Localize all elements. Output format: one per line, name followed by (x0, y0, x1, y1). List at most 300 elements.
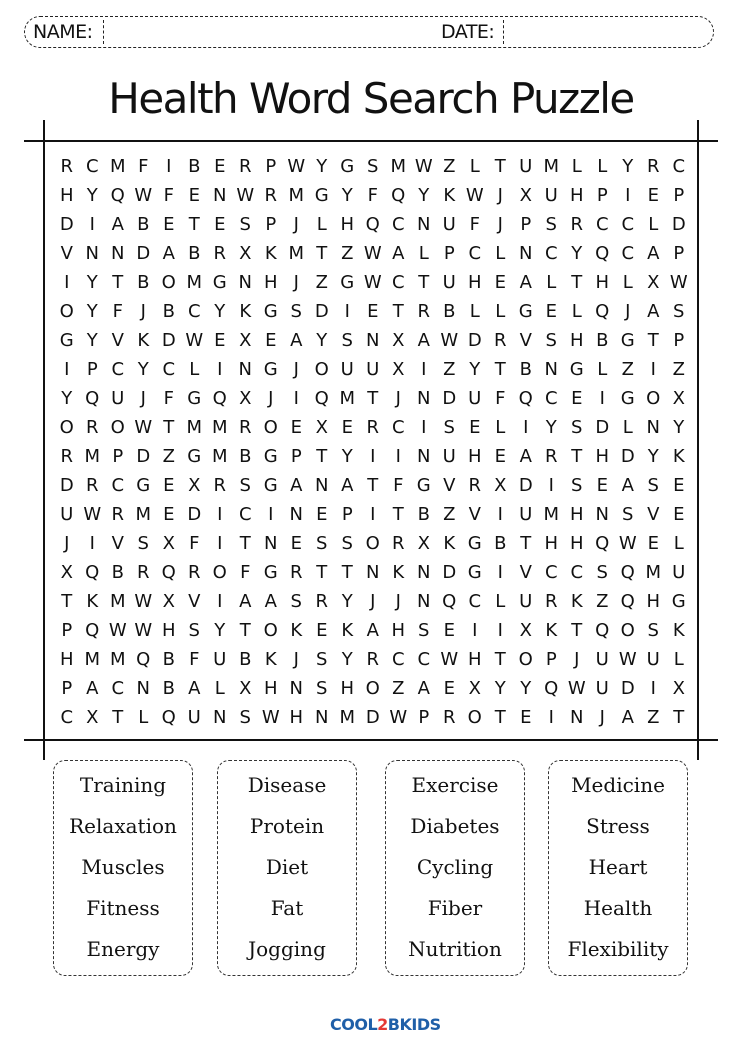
grid-letter: M (645, 562, 662, 583)
grid-letter: E (163, 504, 175, 525)
grid-letter: Y (61, 388, 73, 409)
grid-letter: S (316, 678, 328, 699)
grid-letter: K (443, 533, 456, 554)
grid-letter: S (596, 562, 608, 583)
grid-letter: J (625, 301, 631, 322)
grid-letter: T (494, 156, 506, 177)
grid-letter: W (440, 649, 459, 670)
grid-letter: N (417, 388, 431, 409)
grid-letter: T (367, 475, 379, 496)
grid-letter: A (519, 446, 532, 467)
grid-letter: S (647, 620, 659, 641)
word-item: Cycling (416, 854, 494, 879)
grid-letter: U (366, 359, 380, 380)
grid-letter: A (392, 243, 405, 264)
grid-letter: U (544, 185, 558, 206)
grid-letter: C (187, 301, 201, 322)
grid-letter: Q (85, 562, 100, 583)
word-item: Exercise (411, 773, 499, 798)
grid-letter: E (188, 185, 200, 206)
grid-letter: C (162, 359, 176, 380)
grid-letter: X (239, 678, 252, 699)
grid-letter: R (544, 446, 558, 467)
grid-letter: T (392, 301, 404, 322)
grid-letter: I (64, 359, 70, 380)
grid-letter: I (421, 359, 427, 380)
grid-letter: I (217, 591, 223, 612)
grid-letter: E (341, 417, 353, 438)
grid-letter: N (289, 678, 303, 699)
grid-letter: F (189, 533, 200, 554)
grid-letter: T (647, 330, 659, 351)
word-item: Energy (86, 936, 160, 961)
grid-letter: G (263, 301, 278, 322)
grid-letter: Y (469, 359, 481, 380)
grid-letter: J (497, 214, 503, 235)
grid-letter: Y (86, 330, 98, 351)
grid-letter: X (494, 475, 507, 496)
name-date-bar (24, 16, 714, 48)
grid-letter: C (468, 591, 482, 612)
grid-letter: L (214, 678, 225, 699)
grid-letter: L (495, 591, 506, 612)
logo-text-2: 2 (377, 1015, 388, 1034)
grid-letter: S (316, 649, 328, 670)
word-item: Diabetes (410, 814, 500, 839)
grid-letter: T (239, 533, 251, 554)
grid-letter: Z (341, 243, 354, 264)
grid-letter: I (370, 504, 376, 525)
grid-letter: E (545, 301, 557, 322)
grid-letter: S (188, 620, 200, 641)
grid-letter: T (520, 533, 532, 554)
grid-letter: W (83, 504, 102, 525)
grid-letter: W (185, 330, 204, 351)
grid-letter: D (442, 388, 457, 409)
grid-letter: A (621, 475, 634, 496)
grid-letter: X (315, 417, 328, 438)
grid-letter: Y (214, 301, 226, 322)
grid-letter: Y (86, 272, 98, 293)
grid-letter: W (134, 591, 153, 612)
grid-letter: V (468, 504, 481, 525)
grid-letter: G (263, 359, 278, 380)
grid-letter: C (111, 359, 125, 380)
grid-letter: Z (443, 359, 456, 380)
grid-letter: A (111, 214, 124, 235)
grid-letter: U (646, 649, 660, 670)
grid-letter: O (365, 533, 380, 554)
brand-logo[interactable] (330, 1015, 441, 1034)
grid-letter: X (239, 388, 252, 409)
grid-letter: S (571, 475, 583, 496)
grid-letter: R (111, 504, 124, 525)
word-item: Jogging (248, 936, 326, 961)
grid-letter: E (494, 446, 506, 467)
grid-letter: V (111, 533, 124, 554)
grid-letter: Q (620, 562, 635, 583)
grid-letter: H (646, 591, 661, 612)
grid-letter: N (136, 678, 150, 699)
grid-letter: I (166, 156, 172, 177)
grid-letter: M (288, 185, 305, 206)
grid-letter: H (467, 446, 482, 467)
grid-letter: F (393, 475, 404, 496)
grid-letter: G (340, 272, 355, 293)
grid-letter: Y (418, 185, 430, 206)
grid-letter: S (545, 214, 557, 235)
grid-letter: E (673, 475, 685, 496)
grid-letter: N (366, 562, 380, 583)
grid-letter: R (264, 185, 277, 206)
grid-letter: J (140, 388, 146, 409)
grid-letter: R (136, 562, 150, 583)
grid-letter: H (467, 272, 482, 293)
grid-letter: I (650, 359, 656, 380)
grid-letter: E (596, 475, 608, 496)
grid-letter: P (418, 707, 430, 728)
grid-letter: W (414, 156, 433, 177)
grid-letter: X (188, 475, 201, 496)
grid-letter: V (188, 591, 201, 612)
grid-letter: I (497, 504, 503, 525)
grid-letter: X (519, 185, 532, 206)
grid-letter: E (367, 301, 379, 322)
grid-letter: C (111, 475, 125, 496)
grid-letter: A (621, 707, 634, 728)
grid-letter: G (314, 185, 329, 206)
grid-letter: D (314, 301, 329, 322)
grid-letter: R (391, 533, 405, 554)
grid-letter: F (138, 156, 149, 177)
grid-letter: Z (443, 156, 456, 177)
grid-letter: U (595, 678, 609, 699)
grid-letter: S (341, 330, 353, 351)
grid-letter: Q (161, 562, 176, 583)
grid-letter: Q (314, 388, 329, 409)
grid-letter: X (647, 272, 660, 293)
grid-letter: I (497, 620, 503, 641)
grid-letter: Q (595, 533, 610, 554)
grid-letter: G (187, 446, 202, 467)
grid-letter: W (465, 185, 484, 206)
grid-letter: Q (85, 620, 100, 641)
grid-letter: P (545, 649, 557, 670)
grid-top-border (24, 140, 718, 142)
grid-letter: N (238, 359, 252, 380)
grid-letter: Z (647, 707, 660, 728)
grid-letter: R (417, 301, 430, 322)
grid-letter: J (497, 185, 503, 206)
grid-letter: H (59, 649, 74, 670)
grid-letter: Z (162, 446, 175, 467)
grid-letter: B (494, 533, 507, 554)
grid-letter: F (495, 388, 506, 409)
grid-letter: V (519, 330, 532, 351)
grid-letter: E (647, 185, 659, 206)
grid-letter: J (293, 272, 299, 293)
grid-letter: M (109, 591, 126, 612)
grid-letter: I (89, 214, 95, 235)
grid-letter: L (138, 707, 149, 728)
word-item: Disease (247, 773, 327, 798)
grid-letter: R (85, 475, 99, 496)
grid-letter: T (494, 649, 506, 670)
grid-letter: Y (86, 301, 98, 322)
grid-letter: A (417, 330, 430, 351)
grid-letter: C (570, 562, 584, 583)
word-item: Fiber (427, 895, 483, 920)
grid-letter: U (111, 388, 125, 409)
grid-letter: C (391, 649, 405, 670)
grid-letter: G (467, 533, 482, 554)
grid-letter: Z (672, 359, 685, 380)
grid-letter: E (494, 272, 506, 293)
grid-letter: H (289, 707, 304, 728)
grid-letter: T (367, 388, 379, 409)
grid-letter: H (340, 214, 355, 235)
grid-letter: V (647, 504, 660, 525)
grid-letter: Q (136, 649, 151, 670)
grid-letter: M (211, 446, 228, 467)
grid-letter: C (544, 243, 558, 264)
grid-letter: R (366, 417, 379, 438)
grid-letter: U (595, 649, 609, 670)
grid-letter: T (673, 707, 685, 728)
grid-letter: L (597, 359, 608, 380)
grid-left-border (43, 120, 45, 760)
grid-letter: N (595, 504, 609, 525)
grid-letter: E (214, 156, 226, 177)
grid-letter: A (264, 591, 277, 612)
grid-letter: W (363, 243, 382, 264)
grid-letter: C (672, 156, 686, 177)
grid-letter: L (571, 156, 582, 177)
grid-letter: S (443, 417, 455, 438)
grid-letter: S (622, 504, 634, 525)
grid-letter: S (647, 475, 659, 496)
grid-letter: A (290, 475, 303, 496)
grid-letter: Q (365, 214, 380, 235)
grid-letter: M (84, 649, 101, 670)
grid-letter: U (187, 707, 201, 728)
logo-text-1: COOL (330, 1015, 378, 1034)
grid-letter: H (569, 504, 584, 525)
grid-letter: N (646, 417, 660, 438)
grid-letter: Y (214, 620, 226, 641)
grid-letter: N (519, 243, 533, 264)
grid-letter: W (287, 156, 306, 177)
grid-letter: Y (520, 678, 532, 699)
grid-letter: B (162, 301, 175, 322)
grid-bottom-border (24, 739, 718, 741)
grid-letter: A (417, 678, 430, 699)
grid-letter: K (264, 243, 277, 264)
grid-letter: S (290, 591, 302, 612)
grid-letter: I (217, 359, 223, 380)
grid-letter: E (316, 620, 328, 641)
grid-letter: B (443, 301, 456, 322)
grid-letter: E (214, 214, 226, 235)
grid-letter: D (620, 678, 635, 699)
word-item: Stress (586, 814, 650, 839)
grid-letter: N (289, 504, 303, 525)
grid-letter: B (239, 446, 252, 467)
grid-letter: C (85, 156, 99, 177)
grid-letter: R (544, 591, 558, 612)
grid-letter: D (518, 475, 533, 496)
grid-letter: O (110, 417, 125, 438)
grid-letter: U (442, 446, 456, 467)
grid-letter: T (163, 417, 175, 438)
grid-letter: Q (110, 185, 125, 206)
grid-letter: T (571, 446, 583, 467)
grid-letter: W (134, 185, 153, 206)
grid-letter: H (595, 272, 610, 293)
grid-letter: M (543, 156, 560, 177)
grid-letter: Y (341, 649, 353, 670)
grid-letter: E (265, 330, 277, 351)
grid-letter: J (395, 591, 401, 612)
date-field[interactable] (503, 20, 504, 44)
grid-letter: X (86, 707, 99, 728)
word-item: Medicine (571, 773, 665, 798)
grid-letter: O (467, 707, 482, 728)
grid-letter: G (416, 475, 431, 496)
grid-letter: G (212, 272, 227, 293)
grid-letter: V (60, 243, 73, 264)
grid-letter: D (467, 330, 482, 351)
grid-letter: Y (137, 359, 149, 380)
grid-letter: T (494, 707, 506, 728)
grid-letter: L (571, 301, 582, 322)
grid-letter: A (341, 475, 354, 496)
grid-letter: P (265, 156, 277, 177)
grid-letter: Z (621, 359, 634, 380)
grid-letter: W (134, 417, 153, 438)
grid-letter: G (467, 562, 482, 583)
grid-letter: N (213, 185, 227, 206)
grid-letter: H (569, 330, 584, 351)
grid-letter: W (134, 620, 153, 641)
grid-letter: O (620, 620, 635, 641)
grid-letter: E (571, 388, 583, 409)
grid-letter: W (363, 272, 382, 293)
grid-letter: Q (595, 301, 610, 322)
grid-letter: H (467, 649, 482, 670)
grid-letter: R (442, 707, 456, 728)
grid-letter: L (495, 243, 506, 264)
grid-letter: Y (494, 678, 506, 699)
grid-letter: D (620, 446, 635, 467)
grid-letter: T (316, 562, 328, 583)
grid-letter: Q (85, 388, 100, 409)
grid-letter: L (546, 272, 557, 293)
grid-letter: K (239, 301, 252, 322)
letter-grid (54, 152, 692, 732)
grid-letter: Q (544, 678, 559, 699)
grid-letter: L (673, 649, 684, 670)
grid-letter: U (442, 214, 456, 235)
grid-letter: T (418, 272, 430, 293)
grid-letter: N (417, 591, 431, 612)
date-label: DATE: (441, 21, 495, 43)
word-list-3 (385, 760, 525, 976)
grid-letter: N (315, 475, 329, 496)
grid-letter: R (213, 243, 226, 264)
grid-letter: O (161, 272, 176, 293)
grid-letter: H (161, 620, 176, 641)
grid-letter: C (60, 707, 74, 728)
grid-letter: L (469, 156, 480, 177)
grid-letter: O (365, 678, 380, 699)
word-item: Fat (270, 895, 304, 920)
grid-letter: W (261, 707, 280, 728)
grid-letter: K (86, 591, 99, 612)
grid-letter: Q (595, 243, 610, 264)
grid-letter: M (211, 417, 228, 438)
grid-letter: L (495, 417, 506, 438)
grid-letter: K (341, 620, 354, 641)
grid-letter: R (468, 475, 481, 496)
grid-letter: L (648, 214, 659, 235)
name-field[interactable] (103, 20, 104, 44)
grid-letter: T (571, 272, 583, 293)
grid-letter: X (417, 533, 430, 554)
grid-letter: U (519, 504, 533, 525)
grid-letter: W (669, 272, 688, 293)
grid-letter: Q (595, 620, 610, 641)
grid-letter: Z (392, 678, 405, 699)
grid-letter: O (263, 417, 278, 438)
grid-letter: E (163, 214, 175, 235)
grid-letter: P (61, 620, 73, 641)
grid-letter: G (263, 475, 278, 496)
grid-letter: J (268, 388, 274, 409)
word-list-4 (548, 760, 688, 976)
grid-letter: D (59, 475, 74, 496)
grid-letter: G (263, 562, 278, 583)
grid-letter: C (544, 388, 558, 409)
grid-letter: G (187, 388, 202, 409)
grid-letter: K (137, 330, 150, 351)
grid-letter: T (571, 620, 583, 641)
grid-letter: V (519, 562, 532, 583)
grid-letter: E (163, 475, 175, 496)
grid-letter: S (367, 156, 379, 177)
grid-letter: X (392, 359, 405, 380)
name-label: NAME: (33, 21, 93, 43)
grid-letter: M (186, 272, 203, 293)
grid-letter: O (314, 359, 329, 380)
grid-letter: F (163, 388, 174, 409)
grid-letter: I (599, 388, 605, 409)
grid-letter: L (316, 214, 327, 235)
grid-letter: P (673, 243, 685, 264)
grid-letter: J (370, 591, 376, 612)
grid-letter: N (85, 243, 99, 264)
grid-letter: Q (212, 388, 227, 409)
grid-letter: D (365, 707, 380, 728)
grid-letter: W (108, 620, 127, 641)
grid-letter: P (341, 504, 353, 525)
grid-letter: Y (316, 156, 328, 177)
grid-letter: N (264, 533, 278, 554)
word-item: Training (79, 773, 167, 798)
grid-letter: U (340, 359, 354, 380)
grid-letter: O (59, 417, 74, 438)
grid-letter: K (290, 620, 303, 641)
